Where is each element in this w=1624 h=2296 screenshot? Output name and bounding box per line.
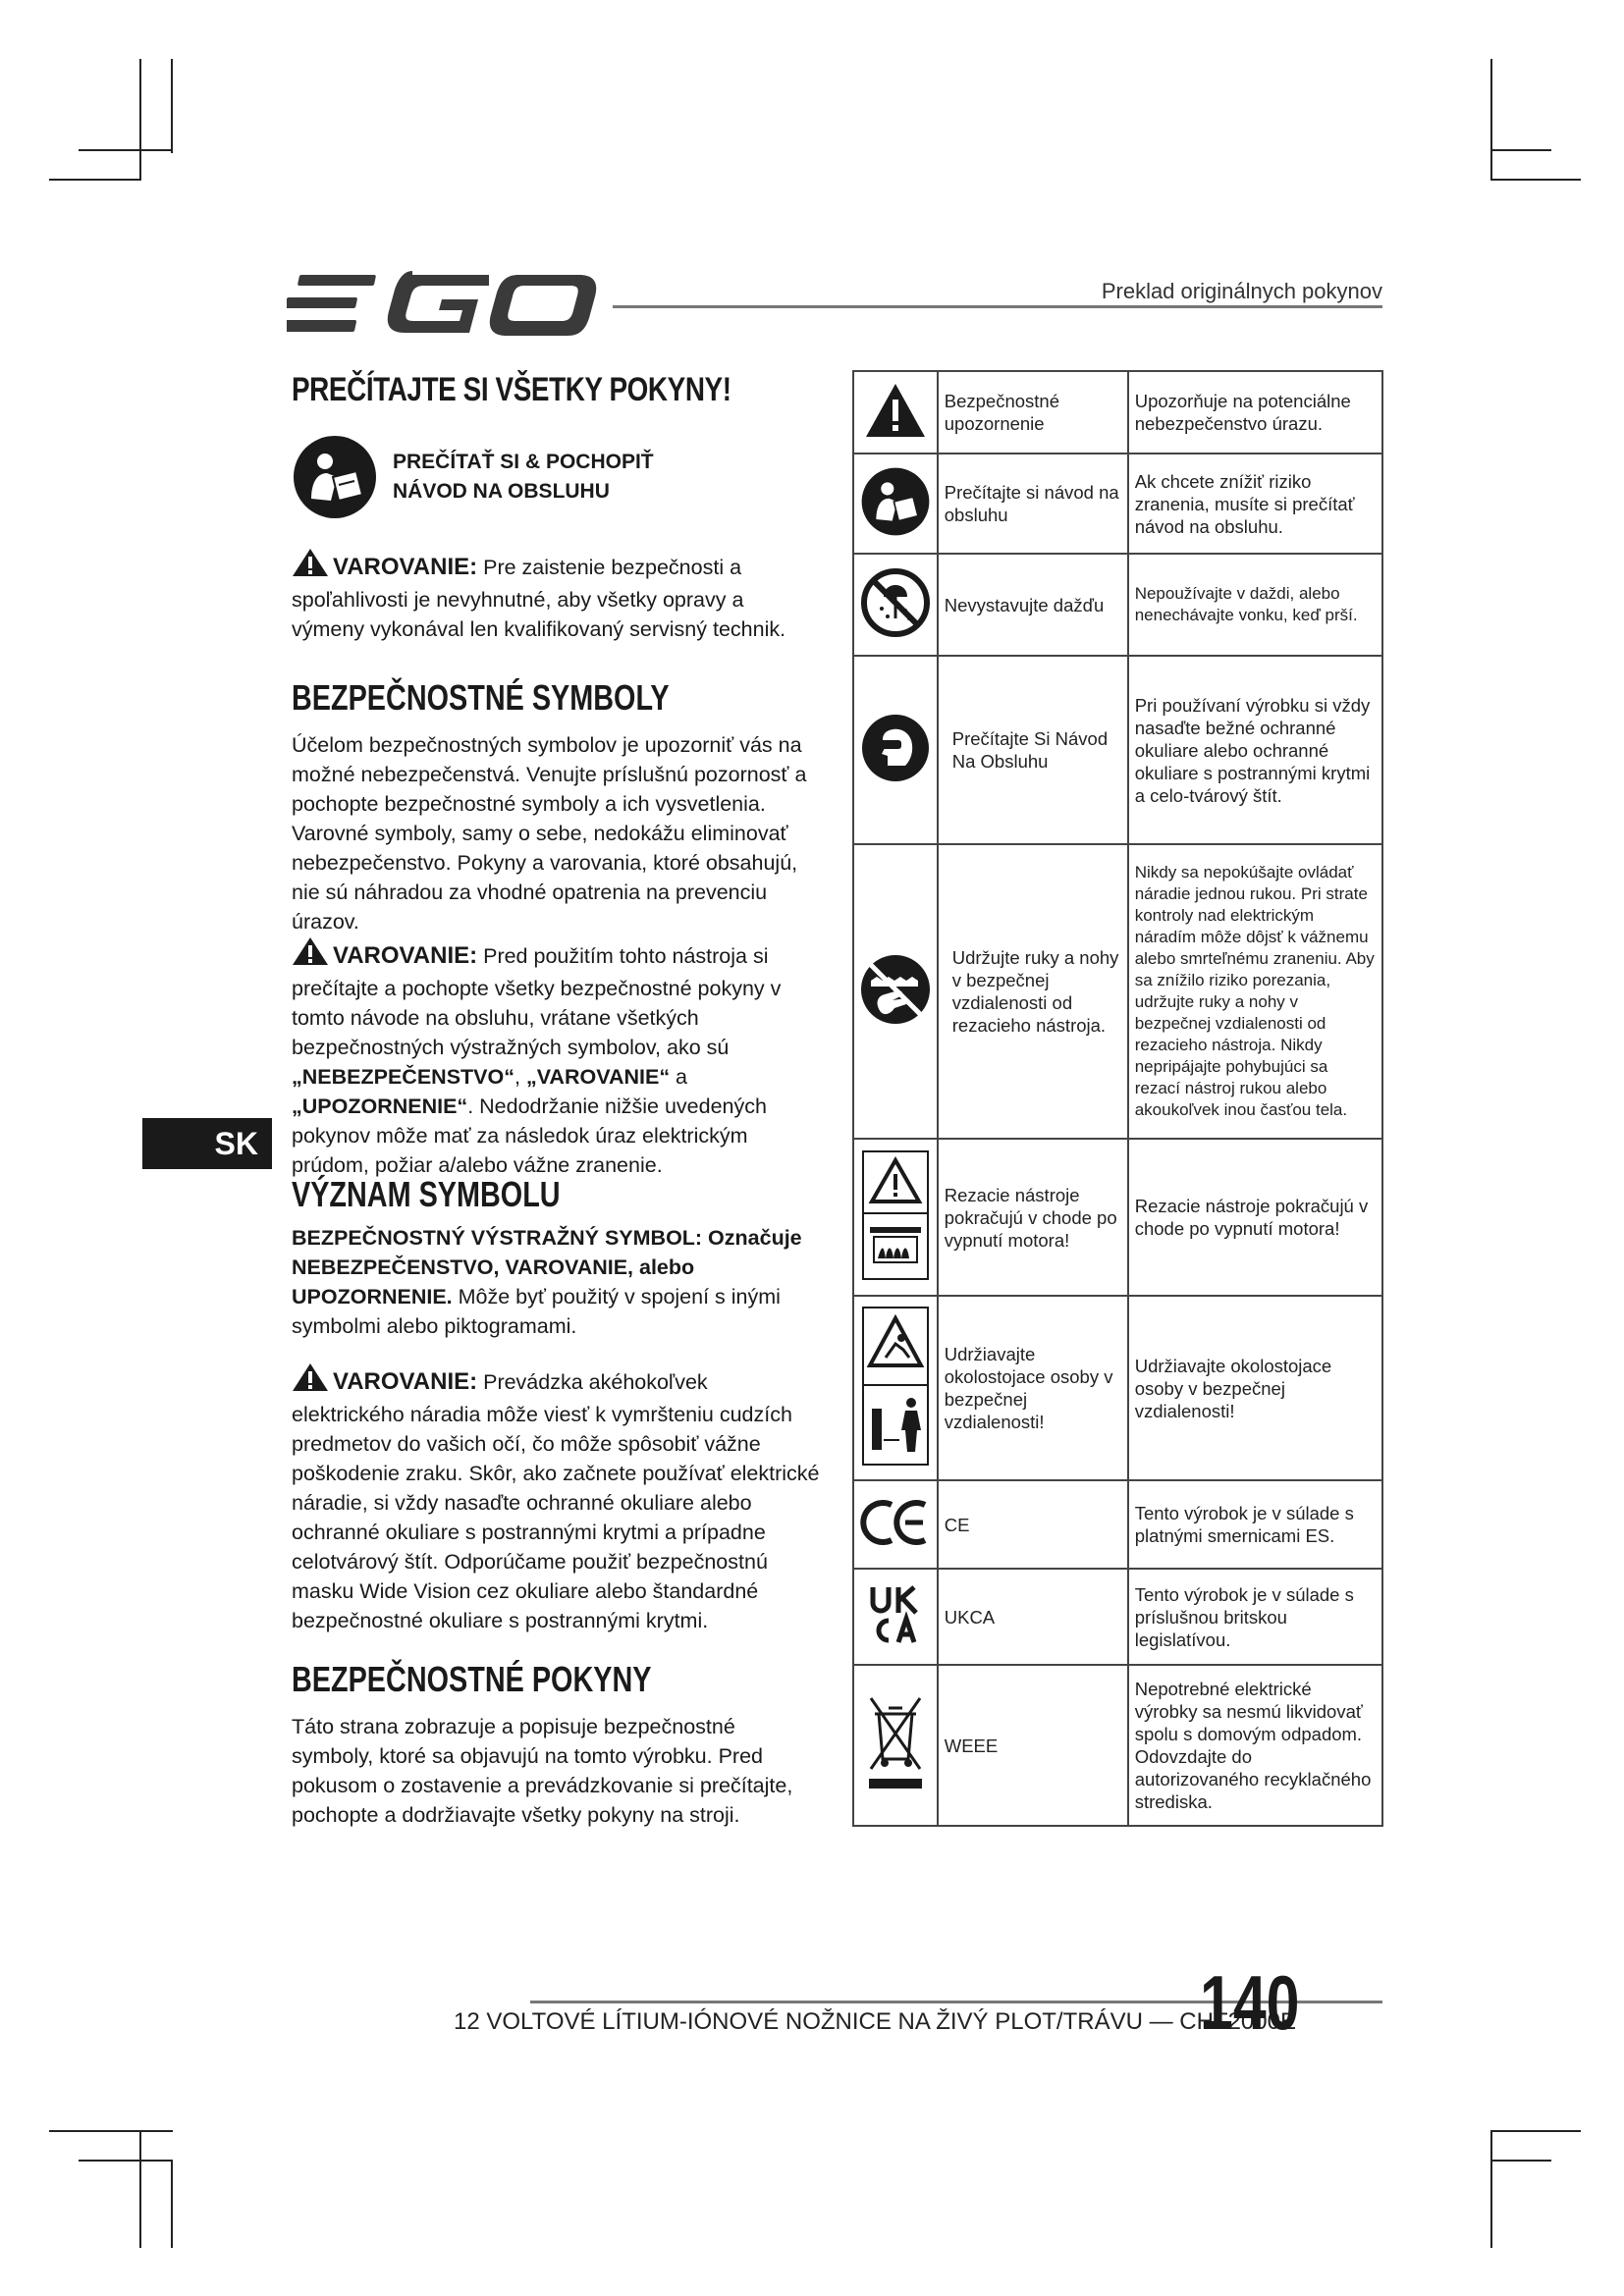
warning-repairs: VAROVANIE: Pre zaistenie bezpečnosti a spoľahlivosti je nevyhnutné, aby všetky opravy a výmeny vykonával len kvalifikovaný servisný technik. <box>292 548 822 644</box>
crop-mark <box>171 2160 173 2248</box>
language-tab: SK <box>142 1118 272 1169</box>
crop-mark <box>49 2130 173 2132</box>
warning-triangle-icon <box>292 936 329 974</box>
table-row: Udržujte ruky a nohy v bezpečnej vzdialenosti od rezacieho nástroja. Nikdy sa nepokúšajte ovládať náradie jednou rukou. Pri strate kontroly nad elektrickým náradím môže dôjsť k vážnemu alebo smrteľnému zraneniu. Aby sa znížilo riziko porezania, udržujte ruky a nohy v bezpečnej vzdialenosti od rezacieho nástroja. Nikdy nepripájajte pohybujúci sa rezací nástroj rukou alebo akoukoľvek inou časťou tela. <box>853 844 1382 1139</box>
blade-coasting-icon <box>853 1139 938 1296</box>
crop-mark <box>1490 2130 1581 2132</box>
heading-safety-symbols: BEZPEČNOSTNÉ SYMBOLY <box>292 677 670 718</box>
table-row: WEEE Nepotrebné elektrické výrobky sa nesmú likvidovať spolu s domovým odpadom. Odovzdajte do autorizovaného recyklačného strediska. <box>853 1665 1382 1826</box>
safety-symbols-text: Účelom bezpečnostných symbolov je upozorniť vás na možné nebezpečenstvá. Venujte príslušnú pozornosť a pochopte bezpečnostné symboly a ich vysvetlenia. Varovné symboly, samy o sebe, nedokážu eliminovať nebezpečenstvo. Pokyny a varovania, ktoré obsahujú, nie sú náhradou za vhodné opatrenia na prevenciu úrazov. <box>292 733 807 934</box>
crop-mark <box>1490 2160 1551 2162</box>
heading-safety-instructions: BEZPEČNOSTNÉ POKYNY <box>292 1659 652 1699</box>
table-row: Rezacie nástroje pokračujú v chode po vypnutí motora! Rezacie nástroje pokračujú v chode po vypnutí motora! <box>853 1139 1382 1296</box>
warning-triangle-icon <box>853 371 938 454</box>
table-row: UKCA Tento výrobok je v súlade s príslušnou britskou legislatívou. <box>853 1569 1382 1665</box>
ukca-mark-icon <box>853 1569 938 1665</box>
keep-bystanders-away-icon <box>853 1296 938 1480</box>
crop-mark <box>49 179 141 181</box>
eye-protection-icon <box>853 656 938 844</box>
ego-logo <box>287 271 601 341</box>
crop-mark <box>1490 149 1551 151</box>
crop-mark <box>1490 59 1492 181</box>
weee-bin-icon <box>853 1665 938 1826</box>
table-row: Nevystavujte dažďu Nepoužívajte v daždi, alebo nenechávajte vonku, keď prší. <box>853 554 1382 656</box>
page-title: PREČÍTAJTE SI VŠETKY POKYNY! <box>292 371 731 408</box>
ce-mark-icon <box>853 1480 938 1569</box>
crop-mark <box>1490 179 1581 181</box>
header-rule <box>613 305 1382 308</box>
header-tagline: Preklad originálnych pokynov <box>1101 279 1382 303</box>
read-manual-icon <box>292 434 378 525</box>
page-number: 140 <box>1200 1959 1300 2046</box>
read-manual-text: PREČÍTAŤ SI & POCHOPIŤ NÁVOD NA OBSLUHU <box>393 451 654 503</box>
warning-read-instructions: VAROVANIE: Pred použitím tohto nástroja si prečítajte a pochopte všetky bezpečnostné pokyny v tomto návode na obsluhu, vrátane všetkých bezpečnostných výstražných symbolov, ako sú „NEBEZPEČENSTVO“, „VAROVANIE“ a „UPOZORNENIE“. Nedodržanie nižšie uvedených pokynov môže mať za následok úraz elektrickým prúdom, požiar a/alebo vážne zranenie. <box>292 936 822 1180</box>
symbol-meaning-text: BEZPEČNOSTNÝ VÝSTRAŽNÝ SYMBOL: Označuje NEBEZPEČENSTVO, VAROVANIE, alebo UPOZORNENIE. Môže byť použitý v spojení s inými symbolmi alebo piktogramami. <box>292 1226 802 1338</box>
safety-instructions-text: Táto strana zobrazuje a popisuje bezpečnostné symboly, ktoré sa objavujú na tomto výrobku. Pred pokusom o zostavenie a prevádzkovanie si prečítajte, pochopte a dodržiavajte všetky pokyny na stroji. <box>292 1715 793 1827</box>
table-row: Prečítajte si návod na obsluhu Ak chcete znížiť riziko zranenia, musíte si prečítať návod na obsluhu. <box>853 454 1382 554</box>
footer-title: 12 VOLTOVÉ LÍTIUM-IÓNOVÉ NOŽNICE NA ŽIVÝ PLOT/TRÁVU — CHT2000E <box>454 2008 1296 2035</box>
table-row: CE Tento výrobok je v súlade s platnými smernicami ES. <box>853 1480 1382 1569</box>
table-row: Udržiavajte okolostojace osoby v bezpečnej vzdialenosti! Udržiavajte okolostojace osoby v bezpečnej vzdialenosti! <box>853 1296 1382 1480</box>
heading-symbol-meaning: VÝZNAM SYMBOLU <box>292 1174 561 1214</box>
crop-mark <box>139 2130 141 2248</box>
crop-mark <box>171 59 173 153</box>
warning-triangle-icon <box>292 548 329 585</box>
symbols-table <box>852 370 1383 1827</box>
crop-mark <box>139 59 141 181</box>
warning-triangle-icon <box>292 1362 329 1400</box>
no-rain-icon <box>853 554 938 656</box>
hands-away-icon <box>853 844 938 1139</box>
read-manual-icon <box>853 454 938 554</box>
warning-eye-protection: VAROVANIE: Prevádzka akéhokoľvek elektrického náradia môže viesť k vymršteniu cudzích predmetov do vašich očí, čo môže spôsobiť vážne poškodenie zraku. Skôr, ako začnete používať elektrické náradie, si vždy nasaďte ochranné okuliare alebo ochranné okuliare s postrannými krytmi a prípadne celotvárový štít. Odporúčame použiť bezpečnostnú masku Wide Vision cez okuliare alebo štandardné bezpečnostné okuliare s postrannými krytmi. <box>292 1362 822 1635</box>
crop-mark <box>79 149 173 151</box>
crop-mark <box>79 2160 173 2162</box>
table-row: Prečítajte Si Návod Na Obsluhu Pri používaní výrobku si vždy nasaďte bežné ochranné okuliare alebo ochranné okuliare s postrannými krytmi a celo-tvárový štít. <box>853 656 1382 844</box>
crop-mark <box>1490 2130 1492 2248</box>
table-row: Bezpečnostné upozornenie Upozorňuje na potenciálne nebezpečenstvo úrazu. <box>853 371 1382 454</box>
